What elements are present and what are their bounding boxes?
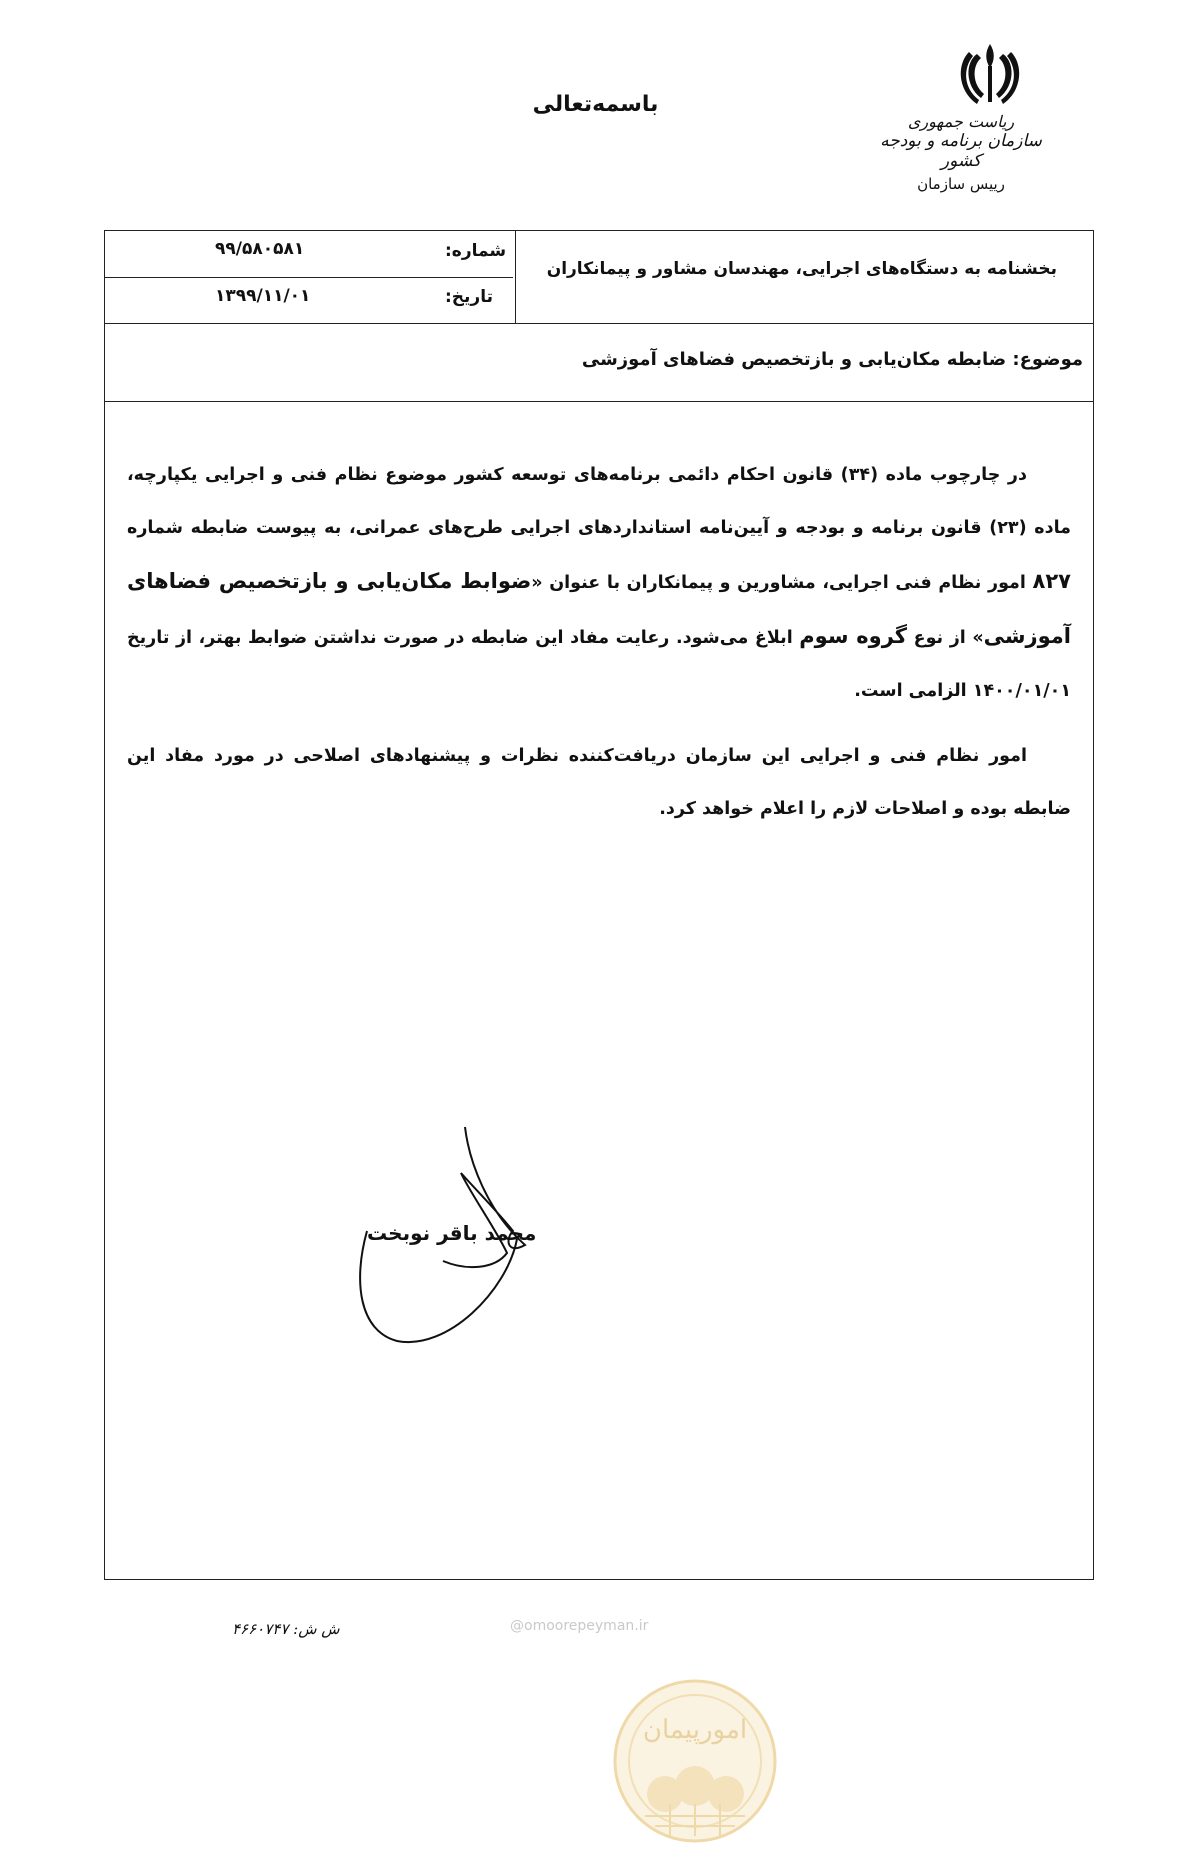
date-value: ۱۳۹۹/۱۱/۰۱ [215,286,311,306]
standard-title: ضوابط مکان‌یابی و بازتخصیص فضاهای آموزشی [127,569,1072,648]
meta-divider [105,277,513,278]
organization-title-block [861,112,1061,193]
watermark-logo-text: امورپیمان [642,1715,748,1745]
letter-body [127,449,1071,848]
standard-group: گروه سوم [799,624,908,648]
iran-emblem-icon [955,38,1025,110]
org-line-presidency: ریاست جمهوری [907,112,1015,131]
handwritten-signature-icon [357,1121,577,1371]
org-line-head: رییس سازمان [917,175,1005,193]
org-line-organization: سازمان برنامه و بودجه کشور [880,131,1042,171]
body-paragraph-2: امور نظام فنی و اجرایی این سازمان دریافت‌کننده نظرات و پیشنهادهای اصلاحی در مورد مفاد این ضابطه بوده و اصلاحات لازم را اعلام خواهد کرد. [127,746,1071,819]
number-value: ۹۹/۵۸۰۵۸۱ [215,239,305,259]
date-label: تاریخ: [445,287,493,307]
recipient-line: بخشنامه به دستگاه‌های اجرایی، مهندسان مشاور و پیمانکاران [546,259,1057,279]
watermark-site-text: @omoorepeyman.ir [510,1618,649,1634]
signatory-name: محمد باقر نوبخت [367,1221,537,1245]
footer-serial: ش ش: ۴۶۶۰۷۴۷ [232,1620,340,1638]
subject-line: موضوع: ضابطه مکان‌یابی و بازتخصیص فضاهای آموزشی [581,349,1083,370]
subject-bottom-border [105,401,1093,402]
header-bottom-border [105,323,1093,324]
body-paragraph-1: در چارچوب ماده (۳۴) قانون احکام دائمی برنامه‌های توسعه کشور موضوع نظام فنی و اجرایی یکپارچه، ماده (۲۳) قانون برنامه و بودجه و آیین‌نامه استانداردهای اجرایی طرح‌های عمرانی، به پیوست ضابطه شماره ۸۲۷ امور نظام فنی اجرایی، مشاورین و پیمانکاران با عنوان «ضوابط مکان‌یابی و بازتخصیص فضاهای آموزشی» از نوع گروه سوم ابلاغ می‌شود. رعایت مفاد این ضابطه در صورت نداشتن ضوابط بهتر، از تاریخ ۱۴۰۰/۰۱/۰۱ الزامی است. [127,465,1072,701]
number-label: شماره: [445,241,507,261]
watermark-logo-icon [610,1676,780,1851]
standard-number: ۸۲۷ [1032,569,1071,593]
bismillah-heading: باسمه‌تعالی [532,92,659,117]
meta-column-divider [515,231,516,323]
